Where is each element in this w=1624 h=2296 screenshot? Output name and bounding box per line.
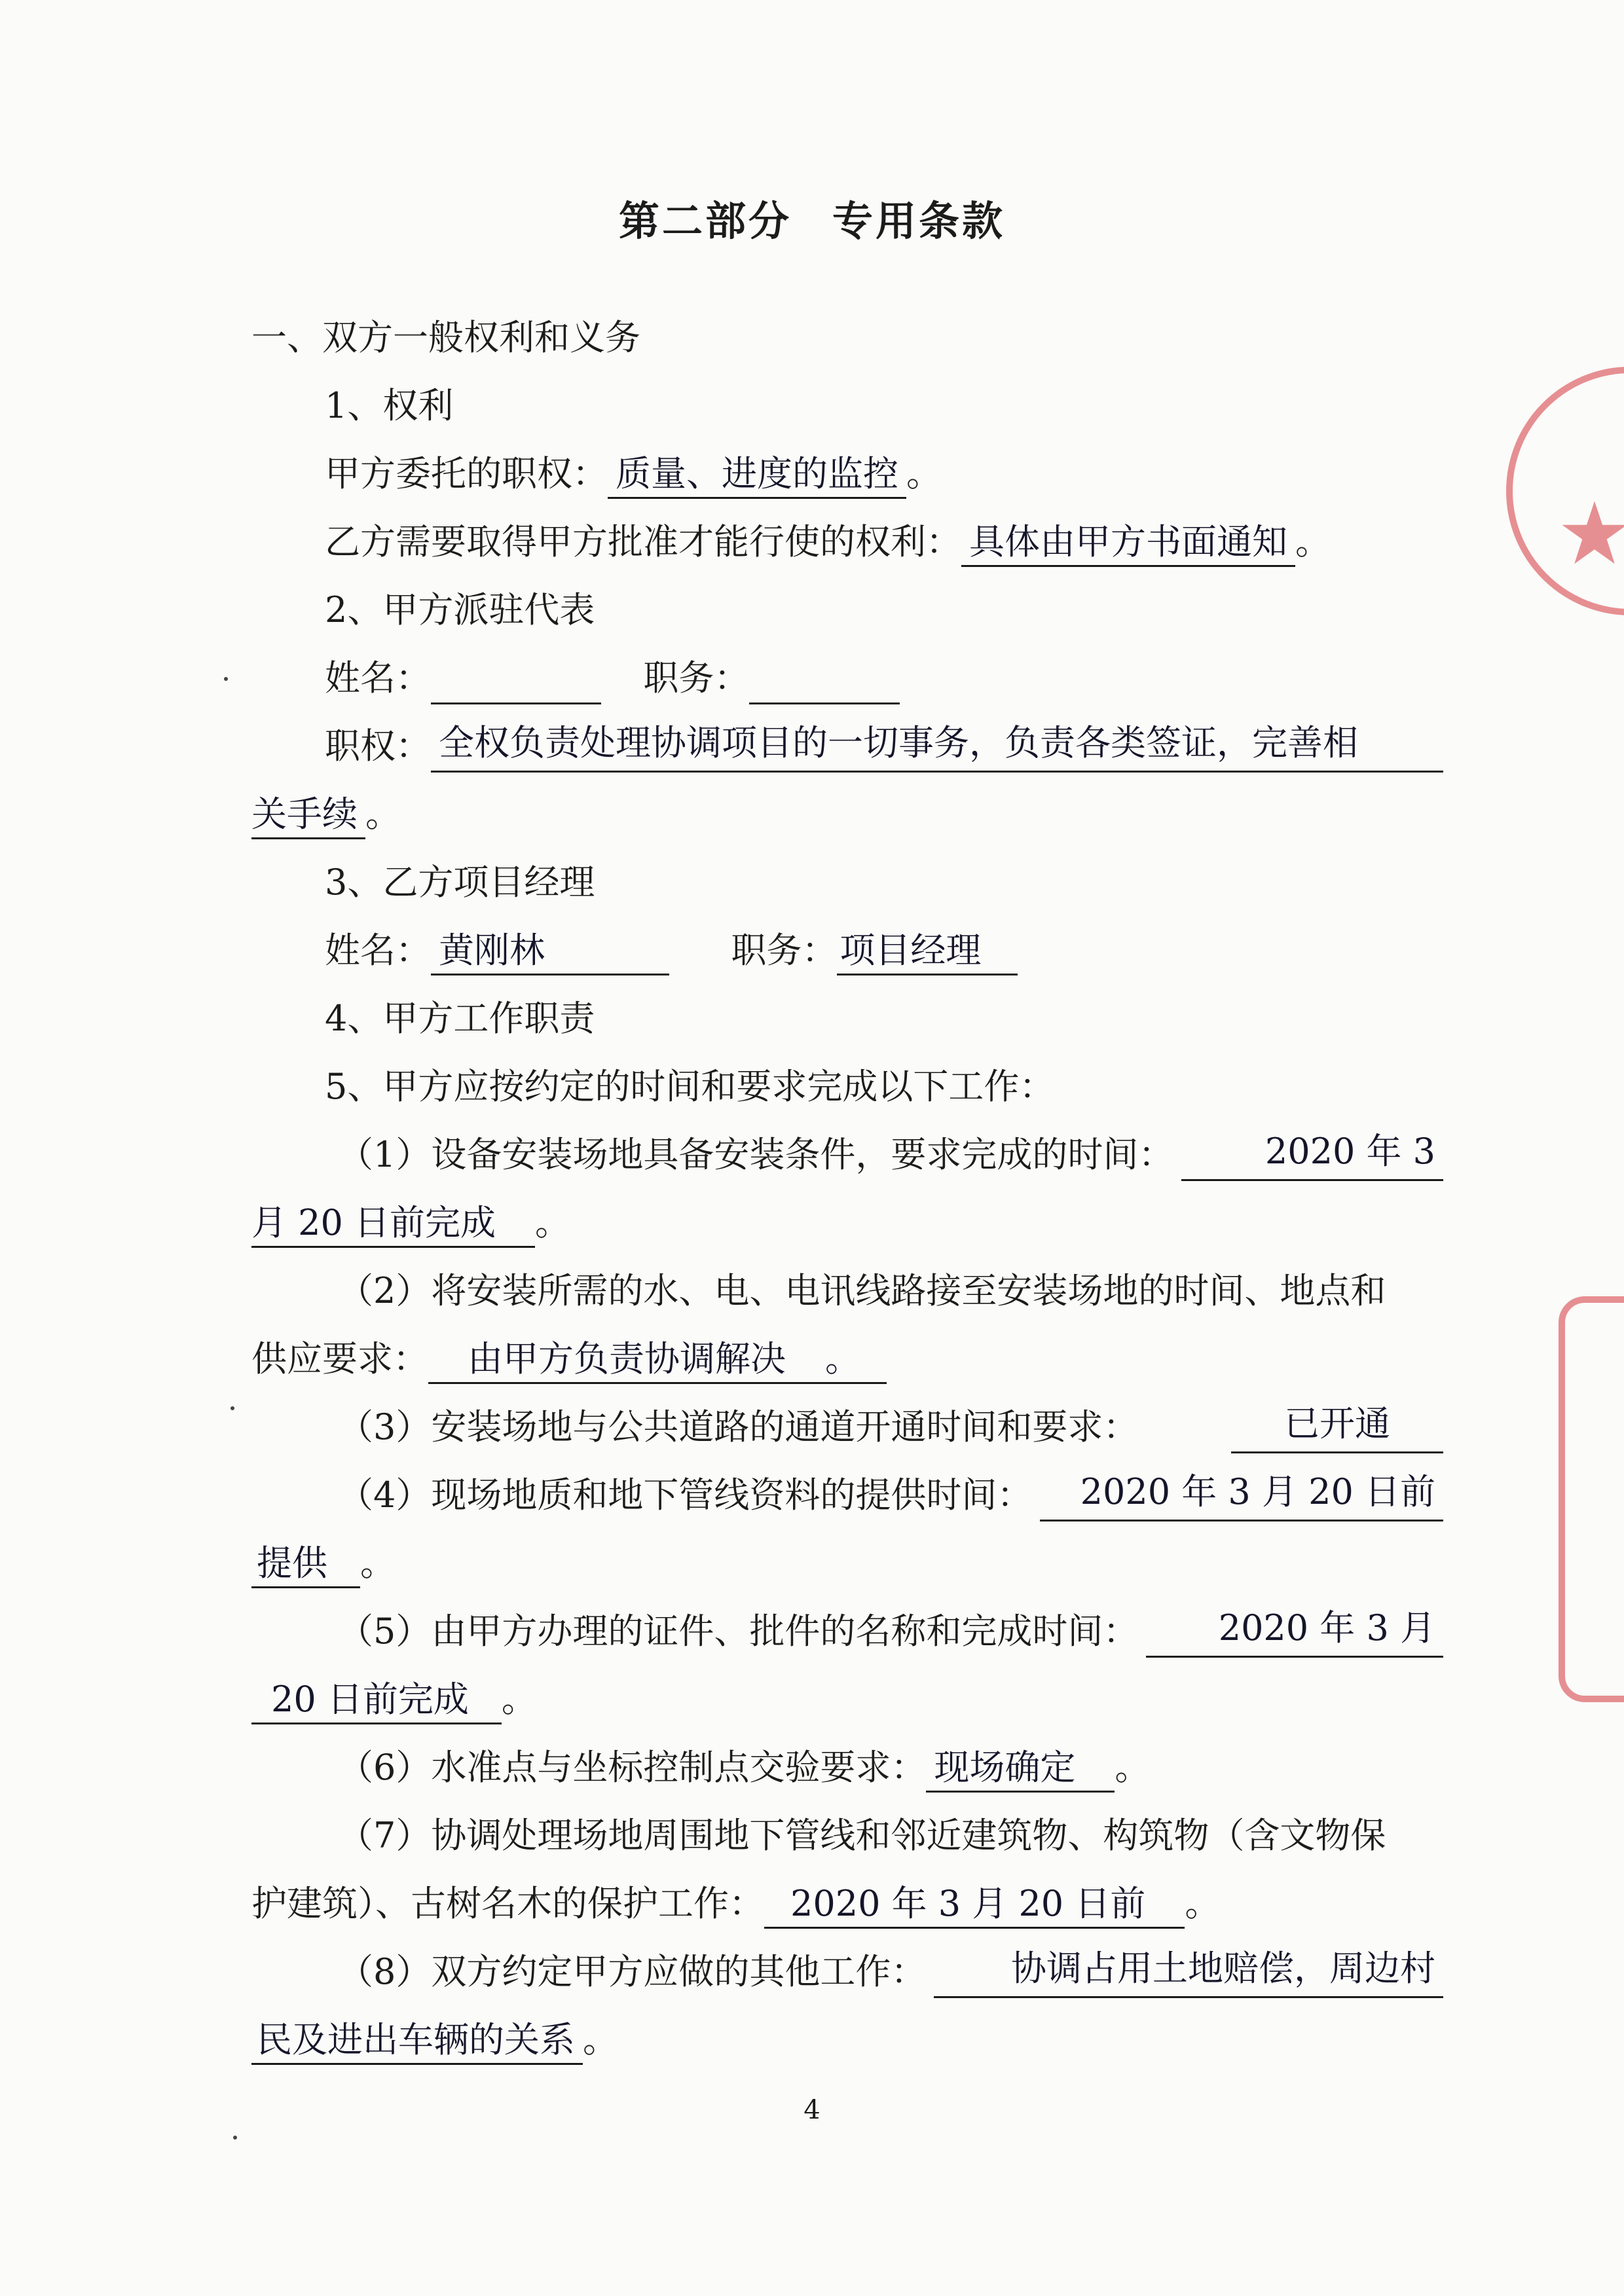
rep-title-blank: [749, 663, 900, 704]
approval-value: 具体由甲方书面通知: [961, 519, 1295, 567]
task-6-value: 现场确定: [926, 1745, 1115, 1793]
pm-name-value: 黄刚林: [431, 928, 669, 975]
task-1-value-a: 2020 年 3: [1181, 1129, 1443, 1181]
task-5-end: 。: [501, 1679, 537, 1720]
scan-speck: [233, 2136, 237, 2140]
task-6-line: [338, 1741, 1443, 1794]
task-5-value-b: 20 日前完成: [251, 1677, 502, 1724]
task-1-line-2: [251, 1197, 1443, 1249]
task-1-line-1: [338, 1129, 1443, 1181]
approval-label: 乙方需要取得甲方批准才能行使的权利：: [325, 521, 961, 562]
task-1-label: （1）设备安装场地具备安装条件，要求完成的时间：: [338, 1134, 1174, 1175]
authority-line-2: [251, 788, 1443, 841]
task-1-end: 。: [535, 1202, 571, 1243]
task-5-value-a: 2020 年 3 月: [1146, 1605, 1443, 1658]
task-6-end: 。: [1115, 1747, 1151, 1788]
task-4-label: （4）现场地质和地下管线资料的提供时间：: [338, 1474, 1033, 1516]
pm-name-label: 姓名：: [325, 930, 431, 971]
task-7-end: 。: [1185, 1883, 1221, 1924]
approval-end: 。: [1295, 521, 1331, 562]
section-heading: 一、双方一般权利和义务: [251, 317, 640, 358]
task-4-line-2: [251, 1537, 1443, 1590]
task-5-label: （5）由甲方办理的证件、批件的名称和完成时间：: [338, 1611, 1139, 1652]
task-2-end: 。: [825, 1338, 860, 1379]
item-rights: 1、权利: [325, 385, 454, 426]
title-part2: 专用条款: [832, 197, 1006, 245]
task-3-value: 已开通: [1231, 1401, 1443, 1453]
task-4-end: 。: [360, 1542, 396, 1584]
page-title: [0, 189, 1624, 247]
authority-value-a: 全权负责处理协调项目的一切事务，负责各类签证，完善相: [431, 720, 1443, 773]
delegated-end: 。: [906, 453, 942, 494]
task-5-line-1: [338, 1605, 1443, 1658]
page-number: 4: [803, 2095, 821, 2125]
task-2-line-2: [251, 1333, 1443, 1385]
task-8-label: （8）双方约定甲方应做的其他工作：: [338, 1951, 927, 1992]
task-3-label: （3）安装场地与公共道路的通道开通时间和要求：: [338, 1406, 1139, 1448]
task-8-line-2: [251, 2014, 1443, 2066]
delegated-authority-line: [325, 448, 1443, 500]
title-part1: 第二部分: [618, 197, 792, 245]
authority-value-b: 关手续: [251, 792, 365, 839]
pm-name-title-line: [325, 924, 1443, 977]
item-duties: 4、甲方工作职责: [325, 998, 595, 1039]
scan-speck: [231, 1406, 234, 1410]
scan-speck: [224, 677, 228, 681]
rep-title-label: 职务：: [643, 657, 750, 699]
task-3-line: [338, 1401, 1443, 1453]
task-8-line-1: [338, 1946, 1443, 1998]
task-2-line-1: （2）将安装所需的水、电、电讯线路接至安装场地的时间、地点和: [338, 1270, 1386, 1311]
task-8-end: 。: [583, 2019, 618, 2060]
rep-name-title-line: [325, 652, 1443, 704]
task-7-line-2: [251, 1878, 1443, 1930]
authority-end: 。: [365, 793, 401, 835]
pm-title-value: 项目经理: [837, 928, 1018, 975]
delegated-value: 质量、进度的监控: [608, 451, 906, 499]
red-seal-top: [1506, 367, 1624, 615]
task-7-line-1: （7）协调处理场地周围地下管线和邻近建筑物、构筑物（含文物保: [338, 1815, 1386, 1856]
item-tasks: 5、甲方应按约定的时间和要求完成以下工作：: [325, 1066, 1055, 1107]
rep-name-blank: [431, 663, 601, 704]
item-representative: 2、甲方派驻代表: [325, 589, 595, 630]
task-2-value: [428, 1336, 887, 1384]
authority-label: 职权：: [325, 725, 431, 767]
approval-rights-line: [325, 516, 1443, 568]
task-8-value-a: 协调占用土地赔偿，周边村: [934, 1946, 1443, 1998]
seal-star-icon: [1559, 498, 1624, 570]
task-2-label: 供应要求：: [251, 1338, 428, 1379]
task-1-value-b: 月 20 日前完成: [251, 1200, 535, 1248]
task-4-value-a: 2020 年 3 月 20 日前: [1040, 1469, 1443, 1522]
item-project-manager: 3、乙方项目经理: [325, 862, 595, 903]
task-2-value-text: 由甲方负责协调解决: [468, 1338, 786, 1379]
task-8-value-b: 民及进出车辆的关系: [251, 2017, 583, 2065]
rep-name-label: 姓名：: [325, 657, 431, 699]
red-seal-bottom: [1559, 1296, 1624, 1702]
task-5-line-2: [251, 1673, 1443, 1726]
task-6-label: （6）水准点与坐标控制点交验要求：: [338, 1747, 927, 1788]
authority-line-1: [325, 720, 1443, 773]
pm-title-label: 职务：: [731, 930, 838, 971]
task-4-value-b: 提供: [251, 1540, 360, 1588]
task-4-line-1: [338, 1469, 1443, 1522]
task-7-value: 2020 年 3 月 20 日前: [764, 1881, 1185, 1929]
delegated-label: 甲方委托的职权：: [325, 453, 608, 494]
task-7-label: 护建筑）、古树名木的保护工作：: [251, 1883, 764, 1924]
